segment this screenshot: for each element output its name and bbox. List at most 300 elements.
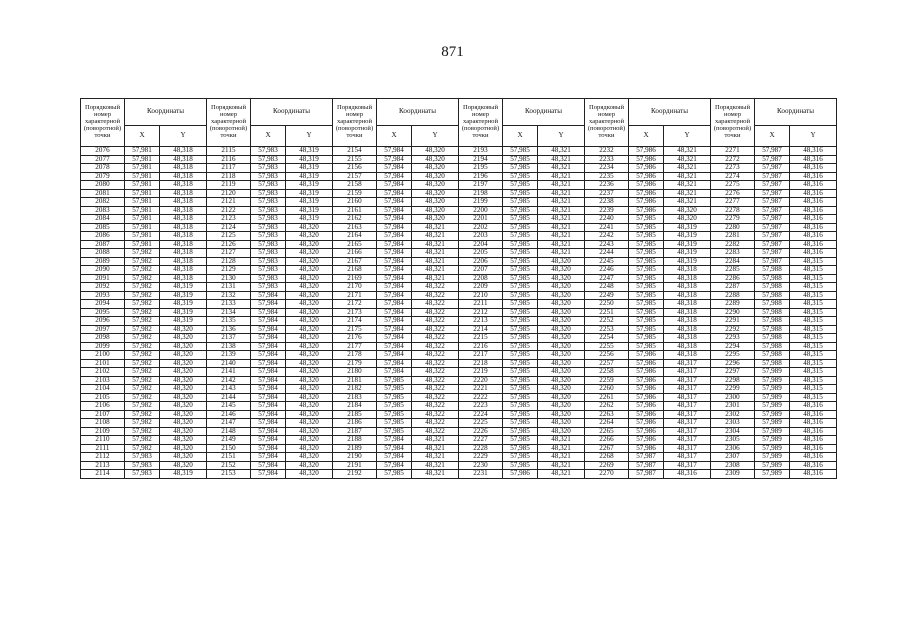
x-coordinate-cell: 57,984 (377, 155, 412, 164)
point-number-cell: 2167 (333, 257, 377, 266)
coordinates-table (80, 98, 837, 479)
y-coordinate-cell: 48,320 (286, 359, 333, 368)
table-row (81, 317, 837, 326)
y-coordinate-cell: 48,320 (160, 444, 207, 453)
column-header-point-number: Порядковый номер характерной (поворотной) точки (207, 99, 251, 147)
x-coordinate-cell: 57,984 (251, 427, 286, 436)
y-coordinate-cell: 48,320 (538, 419, 585, 428)
x-coordinate-cell: 57,984 (251, 470, 286, 479)
y-coordinate-cell: 48,318 (664, 351, 711, 360)
x-coordinate-cell: 57,985 (503, 283, 538, 292)
point-number-cell: 2087 (81, 240, 125, 249)
y-coordinate-cell: 48,322 (412, 300, 459, 309)
point-number-cell: 2187 (333, 427, 377, 436)
y-coordinate-cell: 48,316 (790, 215, 837, 224)
point-number-cell: 2237 (585, 189, 629, 198)
y-coordinate-cell: 48,318 (160, 198, 207, 207)
y-coordinate-cell: 48,319 (286, 181, 333, 190)
y-coordinate-cell: 48,318 (664, 266, 711, 275)
point-number-cell: 2262 (585, 402, 629, 411)
x-coordinate-cell: 57,987 (755, 181, 790, 190)
x-coordinate-cell: 57,985 (503, 291, 538, 300)
y-coordinate-cell: 48,320 (286, 240, 333, 249)
y-coordinate-cell: 48,320 (538, 325, 585, 334)
point-number-cell: 2270 (585, 470, 629, 479)
point-number-cell: 2091 (81, 274, 125, 283)
y-coordinate-cell: 48,319 (160, 291, 207, 300)
point-number-cell: 2104 (81, 385, 125, 394)
y-coordinate-cell: 48,320 (412, 181, 459, 190)
point-number-cell: 2169 (333, 274, 377, 283)
point-number-cell: 2291 (711, 317, 755, 326)
x-coordinate-cell: 57,987 (755, 232, 790, 241)
y-coordinate-cell: 48,318 (160, 274, 207, 283)
point-number-cell: 2224 (459, 410, 503, 419)
x-coordinate-cell: 57,985 (503, 232, 538, 241)
point-number-cell: 2196 (459, 172, 503, 181)
x-coordinate-cell: 57,982 (125, 308, 160, 317)
x-coordinate-cell: 57,987 (755, 155, 790, 164)
point-number-cell: 2221 (459, 385, 503, 394)
y-coordinate-cell: 48,319 (160, 317, 207, 326)
x-coordinate-cell: 57,985 (629, 291, 664, 300)
point-number-cell: 2125 (207, 232, 251, 241)
y-coordinate-cell: 48,320 (286, 351, 333, 360)
y-coordinate-cell: 48,321 (664, 181, 711, 190)
point-number-cell: 2257 (585, 359, 629, 368)
x-coordinate-cell: 57,985 (377, 427, 412, 436)
y-coordinate-cell: 48,320 (538, 427, 585, 436)
y-coordinate-cell: 48,319 (160, 283, 207, 292)
column-header-x: X (251, 126, 286, 147)
x-coordinate-cell: 57,985 (503, 376, 538, 385)
table-row (81, 470, 837, 479)
y-coordinate-cell: 48,320 (160, 376, 207, 385)
x-coordinate-cell: 57,984 (251, 453, 286, 462)
x-coordinate-cell: 57,983 (251, 198, 286, 207)
y-coordinate-cell: 48,320 (160, 334, 207, 343)
x-coordinate-cell: 57,981 (125, 198, 160, 207)
point-number-cell: 2228 (459, 444, 503, 453)
x-coordinate-cell: 57,985 (503, 453, 538, 462)
y-coordinate-cell: 48,320 (538, 334, 585, 343)
x-coordinate-cell: 57,982 (125, 444, 160, 453)
y-coordinate-cell: 48,318 (160, 206, 207, 215)
x-coordinate-cell: 57,982 (125, 410, 160, 419)
point-number-cell: 2296 (711, 359, 755, 368)
point-number-cell: 2276 (711, 189, 755, 198)
y-coordinate-cell: 48,315 (790, 393, 837, 402)
x-coordinate-cell: 57,983 (125, 453, 160, 462)
point-number-cell: 2192 (333, 470, 377, 479)
x-coordinate-cell: 57,984 (377, 215, 412, 224)
y-coordinate-cell: 48,322 (412, 376, 459, 385)
x-coordinate-cell: 57,983 (251, 283, 286, 292)
y-coordinate-cell: 48,321 (538, 444, 585, 453)
y-coordinate-cell: 48,315 (790, 308, 837, 317)
y-coordinate-cell: 48,320 (538, 376, 585, 385)
x-coordinate-cell: 57,984 (377, 189, 412, 198)
y-coordinate-cell: 48,317 (664, 393, 711, 402)
y-coordinate-cell: 48,318 (160, 215, 207, 224)
y-coordinate-cell: 48,315 (790, 300, 837, 309)
x-coordinate-cell: 57,986 (629, 376, 664, 385)
x-coordinate-cell: 57,983 (251, 164, 286, 173)
x-coordinate-cell: 57,982 (125, 317, 160, 326)
y-coordinate-cell: 48,320 (538, 359, 585, 368)
point-number-cell: 2265 (585, 427, 629, 436)
point-number-cell: 2101 (81, 359, 125, 368)
point-number-cell: 2127 (207, 249, 251, 258)
x-coordinate-cell: 57,985 (503, 155, 538, 164)
y-coordinate-cell: 48,321 (412, 444, 459, 453)
table-row (81, 419, 837, 428)
table-row (81, 283, 837, 292)
y-coordinate-cell: 48,318 (160, 232, 207, 241)
x-coordinate-cell: 57,985 (629, 249, 664, 258)
y-coordinate-cell: 48,320 (160, 402, 207, 411)
y-coordinate-cell: 48,318 (160, 257, 207, 266)
point-number-cell: 2272 (711, 155, 755, 164)
point-number-cell: 2142 (207, 376, 251, 385)
point-number-cell: 2301 (711, 402, 755, 411)
x-coordinate-cell: 57,986 (629, 172, 664, 181)
x-coordinate-cell: 57,981 (125, 164, 160, 173)
y-coordinate-cell: 48,318 (160, 164, 207, 173)
x-coordinate-cell: 57,982 (125, 436, 160, 445)
x-coordinate-cell: 57,983 (251, 240, 286, 249)
x-coordinate-cell: 57,981 (125, 240, 160, 249)
x-coordinate-cell: 57,986 (629, 181, 664, 190)
y-coordinate-cell: 48,318 (160, 172, 207, 181)
y-coordinate-cell: 48,320 (160, 453, 207, 462)
y-coordinate-cell: 48,320 (160, 461, 207, 470)
point-number-cell: 2271 (711, 147, 755, 156)
y-coordinate-cell: 48,320 (286, 325, 333, 334)
x-coordinate-cell: 57,984 (377, 461, 412, 470)
x-coordinate-cell: 57,987 (755, 223, 790, 232)
point-number-cell: 2100 (81, 351, 125, 360)
y-coordinate-cell: 48,318 (160, 155, 207, 164)
point-number-cell: 2278 (711, 206, 755, 215)
y-coordinate-cell: 48,322 (412, 325, 459, 334)
y-coordinate-cell: 48,320 (160, 427, 207, 436)
point-number-cell: 2077 (81, 155, 125, 164)
x-coordinate-cell: 57,989 (755, 385, 790, 394)
point-number-cell: 2293 (711, 334, 755, 343)
table-row (81, 147, 837, 156)
point-number-cell: 2300 (711, 393, 755, 402)
y-coordinate-cell: 48,320 (286, 453, 333, 462)
x-coordinate-cell: 57,989 (755, 427, 790, 436)
x-coordinate-cell: 57,984 (251, 419, 286, 428)
point-number-cell: 2299 (711, 385, 755, 394)
y-coordinate-cell: 48,320 (286, 308, 333, 317)
point-number-cell: 2122 (207, 206, 251, 215)
x-coordinate-cell: 57,982 (125, 359, 160, 368)
x-coordinate-cell: 57,985 (503, 368, 538, 377)
x-coordinate-cell: 57,985 (503, 181, 538, 190)
column-header-coordinates: Координаты (755, 99, 837, 126)
x-coordinate-cell: 57,985 (503, 240, 538, 249)
y-coordinate-cell: 48,318 (664, 308, 711, 317)
x-coordinate-cell: 57,987 (755, 206, 790, 215)
point-number-cell: 2138 (207, 342, 251, 351)
point-number-cell: 2098 (81, 334, 125, 343)
point-number-cell: 2197 (459, 181, 503, 190)
point-number-cell: 2140 (207, 359, 251, 368)
x-coordinate-cell: 57,985 (377, 410, 412, 419)
y-coordinate-cell: 48,320 (664, 215, 711, 224)
y-coordinate-cell: 48,320 (286, 402, 333, 411)
x-coordinate-cell: 57,984 (377, 444, 412, 453)
table-body (81, 147, 837, 479)
point-number-cell: 2130 (207, 274, 251, 283)
point-number-cell: 2231 (459, 470, 503, 479)
x-coordinate-cell: 57,981 (125, 232, 160, 241)
point-number-cell: 2200 (459, 206, 503, 215)
y-coordinate-cell: 48,320 (538, 410, 585, 419)
y-coordinate-cell: 48,322 (412, 291, 459, 300)
x-coordinate-cell: 57,982 (125, 249, 160, 258)
x-coordinate-cell: 57,982 (125, 376, 160, 385)
point-number-cell: 2222 (459, 393, 503, 402)
point-number-cell: 2210 (459, 291, 503, 300)
y-coordinate-cell: 48,315 (790, 368, 837, 377)
table-row (81, 402, 837, 411)
x-coordinate-cell: 57,983 (125, 470, 160, 479)
point-number-cell: 2082 (81, 198, 125, 207)
point-number-cell: 2232 (585, 147, 629, 156)
x-coordinate-cell: 57,984 (377, 359, 412, 368)
x-coordinate-cell: 57,987 (755, 198, 790, 207)
y-coordinate-cell: 48,318 (160, 147, 207, 156)
x-coordinate-cell: 57,989 (755, 419, 790, 428)
x-coordinate-cell: 57,988 (755, 359, 790, 368)
y-coordinate-cell: 48,320 (412, 215, 459, 224)
x-coordinate-cell: 57,989 (755, 410, 790, 419)
y-coordinate-cell: 48,315 (790, 257, 837, 266)
column-header-coordinates: Координаты (125, 99, 207, 126)
point-number-cell: 2172 (333, 300, 377, 309)
y-coordinate-cell: 48,320 (538, 283, 585, 292)
point-number-cell: 2297 (711, 368, 755, 377)
column-header-x: X (503, 126, 538, 147)
y-coordinate-cell: 48,320 (286, 300, 333, 309)
x-coordinate-cell: 57,983 (251, 223, 286, 232)
x-coordinate-cell: 57,985 (629, 283, 664, 292)
x-coordinate-cell: 57,985 (629, 215, 664, 224)
x-coordinate-cell: 57,984 (251, 317, 286, 326)
point-number-cell: 2120 (207, 189, 251, 198)
x-coordinate-cell: 57,985 (503, 249, 538, 258)
point-number-cell: 2298 (711, 376, 755, 385)
y-coordinate-cell: 48,321 (664, 189, 711, 198)
point-number-cell: 2163 (333, 223, 377, 232)
x-coordinate-cell: 57,985 (503, 461, 538, 470)
y-coordinate-cell: 48,321 (538, 461, 585, 470)
x-coordinate-cell: 57,988 (755, 342, 790, 351)
point-number-cell: 2309 (711, 470, 755, 479)
table-row (81, 410, 837, 419)
point-number-cell: 2260 (585, 385, 629, 394)
y-coordinate-cell: 48,316 (790, 223, 837, 232)
x-coordinate-cell: 57,983 (251, 206, 286, 215)
point-number-cell: 2131 (207, 283, 251, 292)
y-coordinate-cell: 48,319 (286, 215, 333, 224)
y-coordinate-cell: 48,315 (790, 351, 837, 360)
table-row (81, 453, 837, 462)
point-number-cell: 2115 (207, 147, 251, 156)
y-coordinate-cell: 48,322 (412, 317, 459, 326)
y-coordinate-cell: 48,320 (160, 419, 207, 428)
x-coordinate-cell: 57,984 (377, 308, 412, 317)
x-coordinate-cell: 57,981 (125, 215, 160, 224)
x-coordinate-cell: 57,985 (503, 334, 538, 343)
y-coordinate-cell: 48,320 (286, 274, 333, 283)
x-coordinate-cell: 57,984 (377, 342, 412, 351)
y-coordinate-cell: 48,321 (538, 155, 585, 164)
table-row (81, 257, 837, 266)
column-header-coordinates: Координаты (629, 99, 711, 126)
x-coordinate-cell: 57,986 (629, 198, 664, 207)
y-coordinate-cell: 48,322 (412, 359, 459, 368)
point-number-cell: 2157 (333, 172, 377, 181)
x-coordinate-cell: 57,986 (629, 419, 664, 428)
table-row (81, 215, 837, 224)
y-coordinate-cell: 48,318 (664, 274, 711, 283)
x-coordinate-cell: 57,983 (251, 215, 286, 224)
table-row (81, 181, 837, 190)
y-coordinate-cell: 48,318 (160, 266, 207, 275)
x-coordinate-cell: 57,982 (125, 300, 160, 309)
y-coordinate-cell: 48,317 (664, 376, 711, 385)
x-coordinate-cell: 57,984 (251, 300, 286, 309)
x-coordinate-cell: 57,984 (251, 342, 286, 351)
y-coordinate-cell: 48,321 (412, 257, 459, 266)
x-coordinate-cell: 57,989 (755, 470, 790, 479)
point-number-cell: 2266 (585, 436, 629, 445)
point-number-cell: 2209 (459, 283, 503, 292)
point-number-cell: 2255 (585, 342, 629, 351)
point-number-cell: 2274 (711, 172, 755, 181)
point-number-cell: 2259 (585, 376, 629, 385)
y-coordinate-cell: 48,320 (286, 461, 333, 470)
y-coordinate-cell: 48,317 (664, 436, 711, 445)
y-coordinate-cell: 48,321 (412, 470, 459, 479)
point-number-cell: 2263 (585, 410, 629, 419)
point-number-cell: 2129 (207, 266, 251, 275)
point-number-cell: 2252 (585, 317, 629, 326)
x-coordinate-cell: 57,981 (125, 189, 160, 198)
x-coordinate-cell: 57,985 (629, 317, 664, 326)
table-row (81, 300, 837, 309)
y-coordinate-cell: 48,320 (160, 342, 207, 351)
y-coordinate-cell: 48,316 (790, 198, 837, 207)
x-coordinate-cell: 57,988 (755, 325, 790, 334)
x-coordinate-cell: 57,986 (629, 402, 664, 411)
point-number-cell: 2154 (333, 147, 377, 156)
x-coordinate-cell: 57,985 (503, 308, 538, 317)
y-coordinate-cell: 48,317 (664, 402, 711, 411)
x-coordinate-cell: 57,984 (377, 317, 412, 326)
x-coordinate-cell: 57,983 (251, 257, 286, 266)
y-coordinate-cell: 48,321 (412, 274, 459, 283)
x-coordinate-cell: 57,987 (629, 453, 664, 462)
point-number-cell: 2155 (333, 155, 377, 164)
y-coordinate-cell: 48,321 (412, 461, 459, 470)
x-coordinate-cell: 57,985 (377, 376, 412, 385)
y-coordinate-cell: 48,321 (538, 249, 585, 258)
x-coordinate-cell: 57,986 (629, 368, 664, 377)
x-coordinate-cell: 57,983 (251, 249, 286, 258)
y-coordinate-cell: 48,316 (790, 206, 837, 215)
x-coordinate-cell: 57,989 (755, 368, 790, 377)
y-coordinate-cell: 48,320 (286, 257, 333, 266)
x-coordinate-cell: 57,983 (251, 266, 286, 275)
x-coordinate-cell: 57,982 (125, 385, 160, 394)
point-number-cell: 2141 (207, 368, 251, 377)
x-coordinate-cell: 57,985 (629, 240, 664, 249)
y-coordinate-cell: 48,320 (538, 317, 585, 326)
x-coordinate-cell: 57,984 (377, 198, 412, 207)
y-coordinate-cell: 48,315 (790, 274, 837, 283)
point-number-cell: 2308 (711, 461, 755, 470)
x-coordinate-cell: 57,982 (125, 419, 160, 428)
x-coordinate-cell: 57,984 (251, 359, 286, 368)
point-number-cell: 2099 (81, 342, 125, 351)
y-coordinate-cell: 48,315 (790, 317, 837, 326)
y-coordinate-cell: 48,319 (664, 223, 711, 232)
table-row (81, 223, 837, 232)
y-coordinate-cell: 48,317 (664, 461, 711, 470)
table-row (81, 206, 837, 215)
point-number-cell: 2165 (333, 240, 377, 249)
x-coordinate-cell: 57,987 (755, 164, 790, 173)
point-number-cell: 2258 (585, 368, 629, 377)
table-row (81, 189, 837, 198)
y-coordinate-cell: 48,322 (412, 334, 459, 343)
y-coordinate-cell: 48,320 (412, 206, 459, 215)
point-number-cell: 2208 (459, 274, 503, 283)
table-row (81, 274, 837, 283)
y-coordinate-cell: 48,315 (790, 291, 837, 300)
x-coordinate-cell: 57,987 (629, 470, 664, 479)
y-coordinate-cell: 48,320 (538, 385, 585, 394)
x-coordinate-cell: 57,984 (251, 308, 286, 317)
point-number-cell: 2084 (81, 215, 125, 224)
y-coordinate-cell: 48,322 (412, 368, 459, 377)
column-header-y: Y (286, 126, 333, 147)
point-number-cell: 2182 (333, 385, 377, 394)
x-coordinate-cell: 57,987 (755, 215, 790, 224)
x-coordinate-cell: 57,985 (503, 385, 538, 394)
y-coordinate-cell: 48,318 (160, 223, 207, 232)
x-coordinate-cell: 57,985 (629, 274, 664, 283)
y-coordinate-cell: 48,322 (412, 393, 459, 402)
x-coordinate-cell: 57,989 (755, 376, 790, 385)
y-coordinate-cell: 48,321 (538, 147, 585, 156)
y-coordinate-cell: 48,316 (790, 410, 837, 419)
point-number-cell: 2249 (585, 291, 629, 300)
point-number-cell: 2191 (333, 461, 377, 470)
point-number-cell: 2096 (81, 317, 125, 326)
x-coordinate-cell: 57,985 (629, 308, 664, 317)
x-coordinate-cell: 57,981 (125, 223, 160, 232)
y-coordinate-cell: 48,321 (664, 198, 711, 207)
x-coordinate-cell: 57,985 (503, 402, 538, 411)
point-number-cell: 2306 (711, 444, 755, 453)
